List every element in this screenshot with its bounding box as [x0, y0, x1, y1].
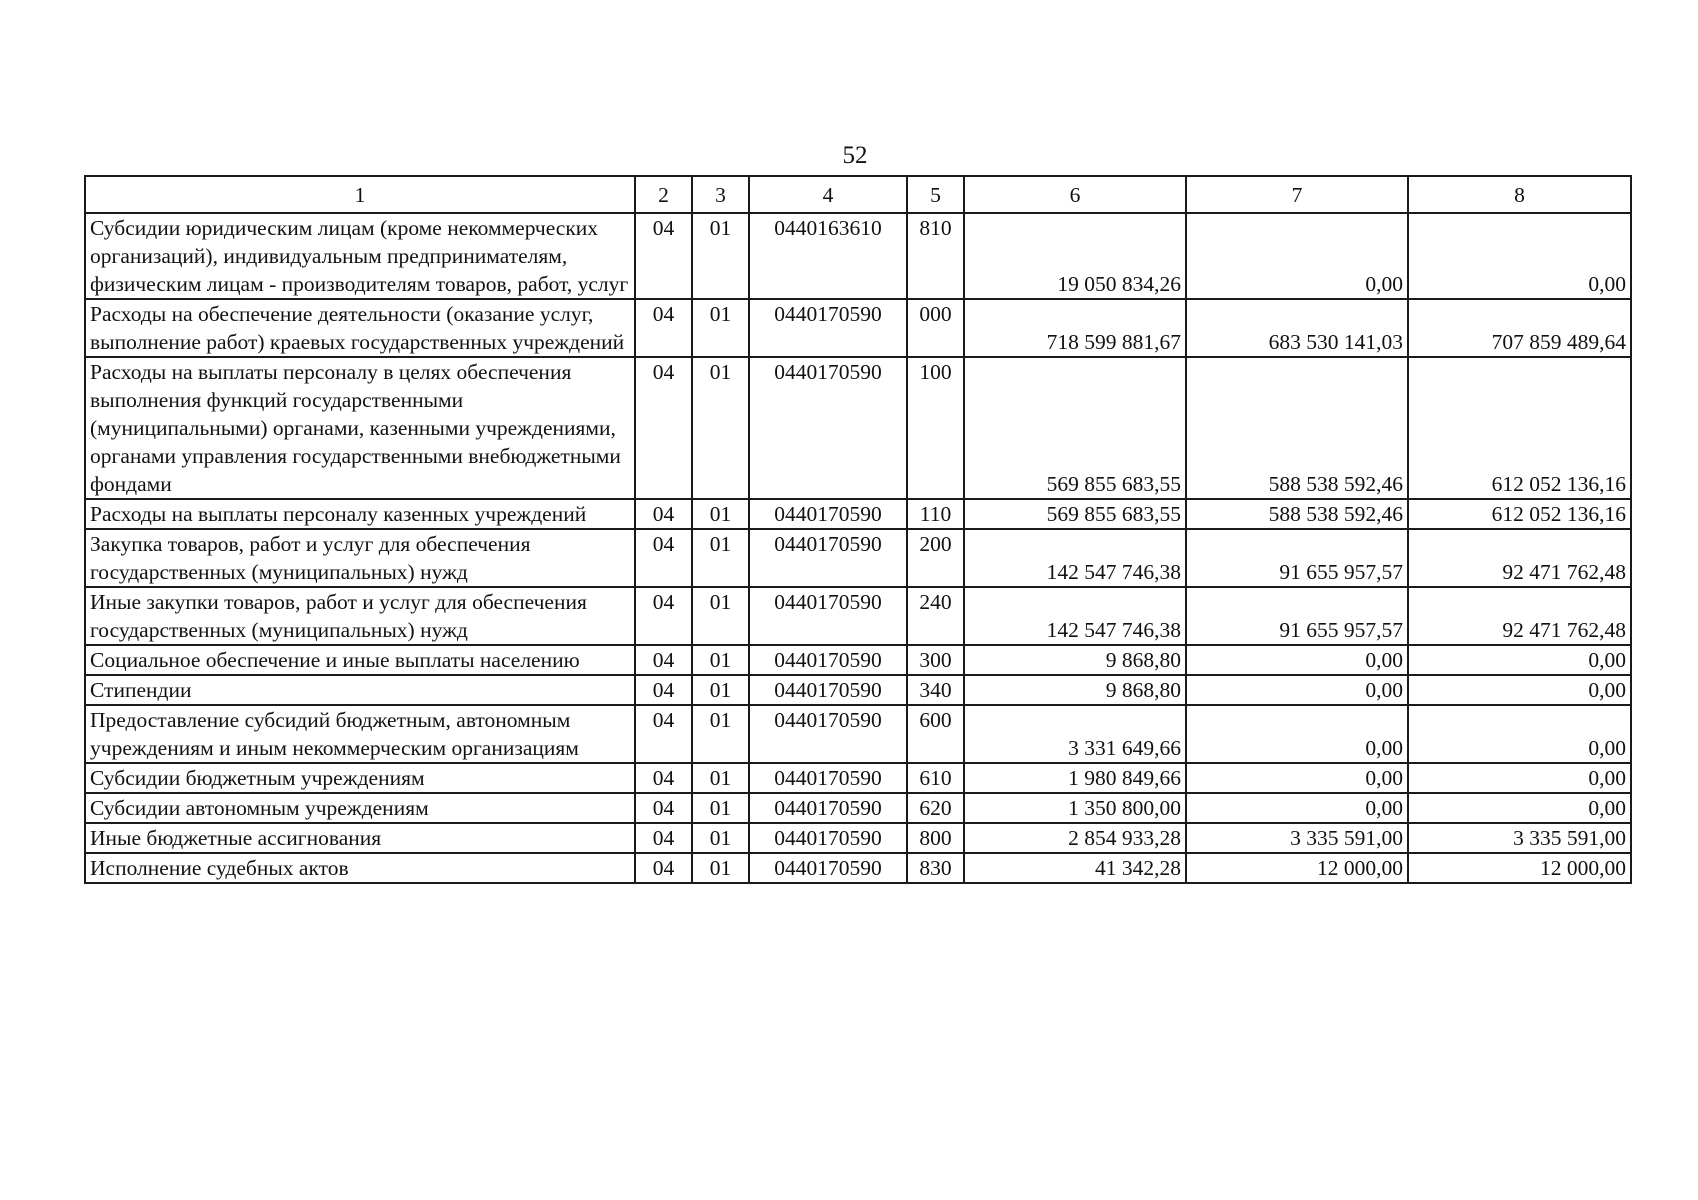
table-row — [85, 705, 1631, 763]
expense-type-cell: 800 — [907, 823, 964, 853]
column-header: 3 — [692, 176, 749, 213]
column-header: 8 — [1408, 176, 1631, 213]
expense-type-cell: 110 — [907, 499, 964, 529]
row-name-cell: Расходы на обеспечение деятельности (оказание услуг, выполнение работ) краевых государственных учреждений — [85, 299, 635, 357]
subsection-code-cell: 01 — [692, 853, 749, 883]
expense-type-cell: 200 — [907, 529, 964, 587]
table-row — [85, 763, 1631, 793]
expense-type-cell: 100 — [907, 357, 964, 499]
amount-col6-cell: 1 350 800,00 — [964, 793, 1186, 823]
amount-col6-cell: 41 342,28 — [964, 853, 1186, 883]
subsection-code-cell: 01 — [692, 357, 749, 499]
target-article-cell: 0440170590 — [749, 357, 907, 499]
amount-col8-cell: 0,00 — [1408, 675, 1631, 705]
amount-col6-cell: 9 868,80 — [964, 645, 1186, 675]
subsection-code-cell: 01 — [692, 645, 749, 675]
expense-type-cell: 000 — [907, 299, 964, 357]
subsection-code-cell: 01 — [692, 213, 749, 299]
row-name-cell: Предоставление субсидий бюджетным, автономным учреждениям и иным некоммерческим организациям — [85, 705, 635, 763]
amount-col7-cell: 0,00 — [1186, 675, 1408, 705]
page-number: 52 — [842, 142, 868, 169]
section-code-cell: 04 — [635, 853, 692, 883]
subsection-code-cell: 01 — [692, 299, 749, 357]
section-code-cell: 04 — [635, 763, 692, 793]
target-article-cell: 0440170590 — [749, 299, 907, 357]
table-row — [85, 213, 1631, 299]
row-name-cell: Исполнение судебных актов — [85, 853, 635, 883]
section-code-cell: 04 — [635, 299, 692, 357]
amount-col8-cell: 612 052 136,16 — [1408, 357, 1631, 499]
table-row — [85, 357, 1631, 499]
amount-col7-cell: 3 335 591,00 — [1186, 823, 1408, 853]
row-name-cell: Социальное обеспечение и иные выплаты населению — [85, 645, 635, 675]
expense-type-cell: 300 — [907, 645, 964, 675]
amount-col8-cell: 12 000,00 — [1408, 853, 1631, 883]
expense-type-cell: 240 — [907, 587, 964, 645]
row-name-cell: Иные закупки товаров, работ и услуг для обеспечения государственных (муниципальных) нужд — [85, 587, 635, 645]
amount-col7-cell: 0,00 — [1186, 645, 1408, 675]
target-article-cell: 0440170590 — [749, 675, 907, 705]
amount-col8-cell: 0,00 — [1408, 763, 1631, 793]
amount-col8-cell: 92 471 762,48 — [1408, 529, 1631, 587]
column-header: 5 — [907, 176, 964, 213]
table-row — [85, 299, 1631, 357]
section-code-cell: 04 — [635, 587, 692, 645]
column-header: 6 — [964, 176, 1186, 213]
amount-col6-cell: 142 547 746,38 — [964, 587, 1186, 645]
amount-col6-cell: 9 868,80 — [964, 675, 1186, 705]
subsection-code-cell: 01 — [692, 529, 749, 587]
subsection-code-cell: 01 — [692, 499, 749, 529]
amount-col8-cell: 707 859 489,64 — [1408, 299, 1631, 357]
amount-col8-cell: 92 471 762,48 — [1408, 587, 1631, 645]
target-article-cell: 0440170590 — [749, 853, 907, 883]
amount-col8-cell: 3 335 591,00 — [1408, 823, 1631, 853]
target-article-cell: 0440170590 — [749, 793, 907, 823]
amount-col7-cell: 0,00 — [1186, 213, 1408, 299]
amount-col6-cell: 3 331 649,66 — [964, 705, 1186, 763]
column-header: 7 — [1186, 176, 1408, 213]
expense-type-cell: 830 — [907, 853, 964, 883]
row-name-cell: Расходы на выплаты персоналу в целях обеспечения выполнения функций государственными (муниципальными) органами, казенными учреждениями, органами управления государственными внебюджетными фондами — [85, 357, 635, 499]
table-row — [85, 675, 1631, 705]
row-name-cell: Субсидии юридическим лицам (кроме некоммерческих организаций), индивидуальным предпринимателям, физическим лицам - производителям товаров, работ, услуг — [85, 213, 635, 299]
amount-col7-cell: 0,00 — [1186, 793, 1408, 823]
expense-type-cell: 810 — [907, 213, 964, 299]
table-row — [85, 853, 1631, 883]
amount-col7-cell: 0,00 — [1186, 705, 1408, 763]
amount-col8-cell: 612 052 136,16 — [1408, 499, 1631, 529]
amount-col6-cell: 19 050 834,26 — [964, 213, 1186, 299]
expense-type-cell: 340 — [907, 675, 964, 705]
amount-col7-cell: 91 655 957,57 — [1186, 529, 1408, 587]
section-code-cell: 04 — [635, 213, 692, 299]
section-code-cell: 04 — [635, 793, 692, 823]
amount-col6-cell: 718 599 881,67 — [964, 299, 1186, 357]
section-code-cell: 04 — [635, 705, 692, 763]
subsection-code-cell: 01 — [692, 763, 749, 793]
table-row — [85, 793, 1631, 823]
amount-col8-cell: 0,00 — [1408, 645, 1631, 675]
budget-table — [84, 175, 1632, 884]
section-code-cell: 04 — [635, 499, 692, 529]
header-row — [85, 176, 1631, 213]
amount-col7-cell: 683 530 141,03 — [1186, 299, 1408, 357]
section-code-cell: 04 — [635, 823, 692, 853]
amount-col8-cell: 0,00 — [1408, 705, 1631, 763]
column-header: 1 — [85, 176, 635, 213]
amount-col7-cell: 588 538 592,46 — [1186, 499, 1408, 529]
table-body — [85, 213, 1631, 883]
subsection-code-cell: 01 — [692, 675, 749, 705]
amount-col8-cell: 0,00 — [1408, 213, 1631, 299]
target-article-cell: 0440170590 — [749, 499, 907, 529]
table-row — [85, 529, 1631, 587]
column-header: 4 — [749, 176, 907, 213]
amount-col6-cell: 1 980 849,66 — [964, 763, 1186, 793]
target-article-cell: 0440170590 — [749, 529, 907, 587]
subsection-code-cell: 01 — [692, 587, 749, 645]
row-name-cell: Закупка товаров, работ и услуг для обеспечения государственных (муниципальных) нужд — [85, 529, 635, 587]
row-name-cell: Расходы на выплаты персоналу казенных учреждений — [85, 499, 635, 529]
amount-col7-cell: 588 538 592,46 — [1186, 357, 1408, 499]
amount-col6-cell: 2 854 933,28 — [964, 823, 1186, 853]
target-article-cell: 0440170590 — [749, 705, 907, 763]
subsection-code-cell: 01 — [692, 793, 749, 823]
section-code-cell: 04 — [635, 675, 692, 705]
row-name-cell: Стипендии — [85, 675, 635, 705]
target-article-cell: 0440170590 — [749, 587, 907, 645]
column-header: 2 — [635, 176, 692, 213]
target-article-cell: 0440170590 — [749, 823, 907, 853]
row-name-cell: Субсидии бюджетным учреждениям — [85, 763, 635, 793]
section-code-cell: 04 — [635, 645, 692, 675]
amount-col6-cell: 569 855 683,55 — [964, 357, 1186, 499]
row-name-cell: Субсидии автономным учреждениям — [85, 793, 635, 823]
expense-type-cell: 610 — [907, 763, 964, 793]
target-article-cell: 0440170590 — [749, 645, 907, 675]
amount-col8-cell: 0,00 — [1408, 793, 1631, 823]
amount-col7-cell: 0,00 — [1186, 763, 1408, 793]
amount-col7-cell: 91 655 957,57 — [1186, 587, 1408, 645]
target-article-cell: 0440163610 — [749, 213, 907, 299]
section-code-cell: 04 — [635, 357, 692, 499]
section-code-cell: 04 — [635, 529, 692, 587]
expense-type-cell: 620 — [907, 793, 964, 823]
expense-type-cell: 600 — [907, 705, 964, 763]
table-row — [85, 823, 1631, 853]
table-row — [85, 499, 1631, 529]
target-article-cell: 0440170590 — [749, 763, 907, 793]
amount-col6-cell: 142 547 746,38 — [964, 529, 1186, 587]
amount-col6-cell: 569 855 683,55 — [964, 499, 1186, 529]
table-row — [85, 645, 1631, 675]
subsection-code-cell: 01 — [692, 705, 749, 763]
row-name-cell: Иные бюджетные ассигнования — [85, 823, 635, 853]
subsection-code-cell: 01 — [692, 823, 749, 853]
table-row — [85, 587, 1631, 645]
amount-col7-cell: 12 000,00 — [1186, 853, 1408, 883]
